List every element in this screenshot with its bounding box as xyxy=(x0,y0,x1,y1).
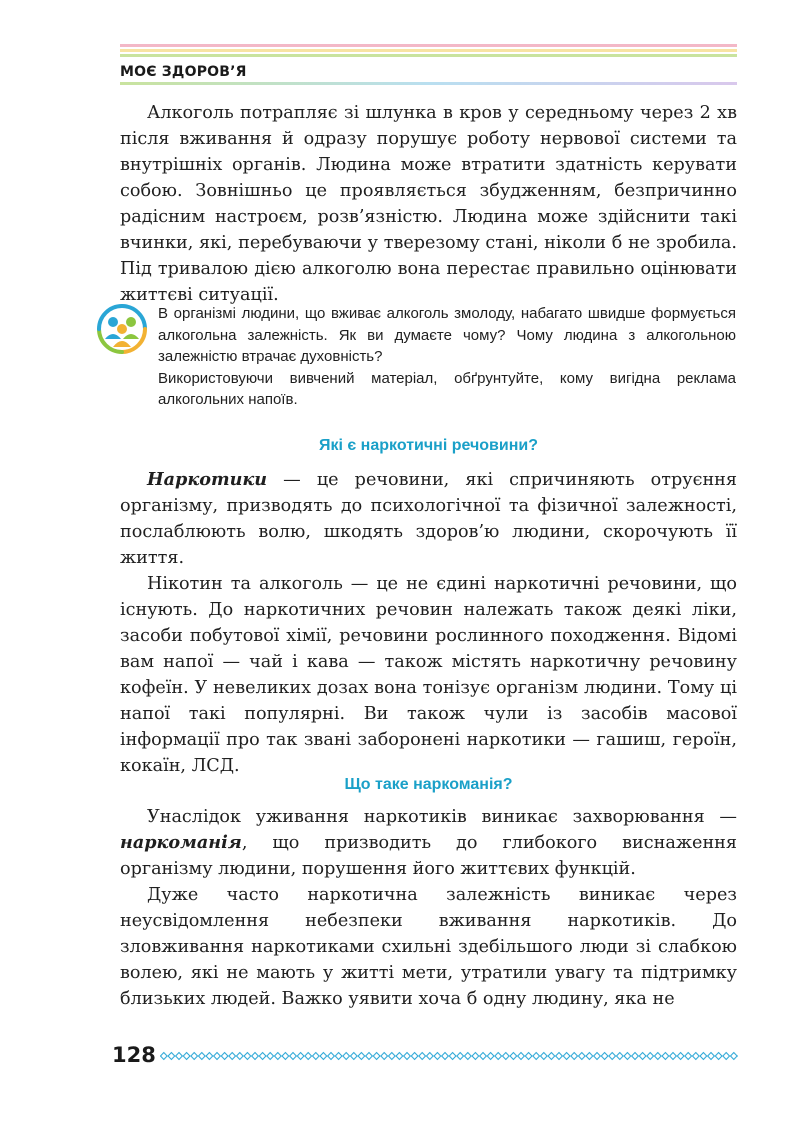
intro-paragraph: Алкоголь потрапляє зі шлунка в кров у середньому через 2 хв після вживання й одразу порушує роботу нервової системи та внутрішніх органів. Людина може втратити здатність керувати собою. Зовнішньо це проявляється збудженням, безпричинно радісним настроєм, розв’язністю. Людина може здійснити такі вчинки, які, перебуваючи у тверезому стані, ніколи б не зробила. Під тривалою дією алкоголю вона перестає правильно оцінювати життєві ситуації. xyxy=(120,103,737,305)
addiction-causes: Дуже часто наркотична залежність виникає через неусвідомлення небезпеки вживання наркотиків. До зловживання наркотиками схильні здебільшого люди зі слабкою волею, які не мають у житті мети, утратили увагу та підтримку близьких людей. Важко уявити хоча б одну людину, яка не xyxy=(120,885,737,1009)
intro-block xyxy=(120,100,737,308)
definition-text: — це речовини, які спричиняють отруєння організму, призводять до психологічної та фізичної залежності, послаблюють волю, шкодять здоров’ю людини, скорочують її життя. xyxy=(120,470,737,568)
addiction-intro: Унаслідок уживання наркотиків виникає захворювання — xyxy=(147,807,737,827)
addiction-consequence: , що призводить до глибокого виснаження організму людини, порушення його життєвих функцій. xyxy=(120,833,737,879)
discussion-box xyxy=(96,303,742,413)
term-addiction: наркоманія xyxy=(120,832,242,853)
discussion-task: Використовуючи вивчений матеріал, обґрунтуйте, кому вигідна реклама алкогольних напоїв. xyxy=(158,369,736,408)
term-narcotics: Наркотики xyxy=(147,469,268,490)
discussion-text xyxy=(158,303,736,411)
header-bottom-gradient xyxy=(120,82,737,88)
header-bar-yellow xyxy=(120,49,737,52)
narcotics-definition xyxy=(120,467,737,571)
page-number: 128 xyxy=(112,1043,156,1067)
section-title: МОЄ ЗДОРОВ’Я xyxy=(120,64,247,80)
section1-heading: Які є наркотичні речовини? xyxy=(319,437,538,454)
addiction-definition xyxy=(120,804,737,882)
section2-body xyxy=(120,804,737,1012)
narcotics-examples: Нікотин та алкоголь — це не єдині наркотичні речовини, що існують. До наркотичних речовин належать також деякі ліки, засоби побутової хімії, речовини рослинного походження. Відомі вам напої — чай і кава — також містять наркотичну речовину кофеїн. У невеликих дозах вона тонізує організм людини. Тому ці напої такі популярні. Ви також чули із засобів масової інформації про так звані заборонені наркотики — гашиш, героїн, кокаїн, ЛСД. xyxy=(120,574,737,776)
section1-body xyxy=(120,467,737,779)
group-discussion-icon xyxy=(96,303,148,355)
section2-heading: Що таке наркоманія? xyxy=(344,776,513,793)
diamond-chain-ornament xyxy=(160,1050,738,1062)
header-bar-pink xyxy=(120,44,737,47)
discussion-question: В організмі людини, що вживає алкоголь змолоду, набагато швидше формується алкогольна залежність. Як ви думаєте чому? Чому людина з алкогольною залежністю втрачає духовність? xyxy=(158,305,736,365)
header-color-bars xyxy=(120,44,737,59)
header-bar-green xyxy=(120,54,737,57)
